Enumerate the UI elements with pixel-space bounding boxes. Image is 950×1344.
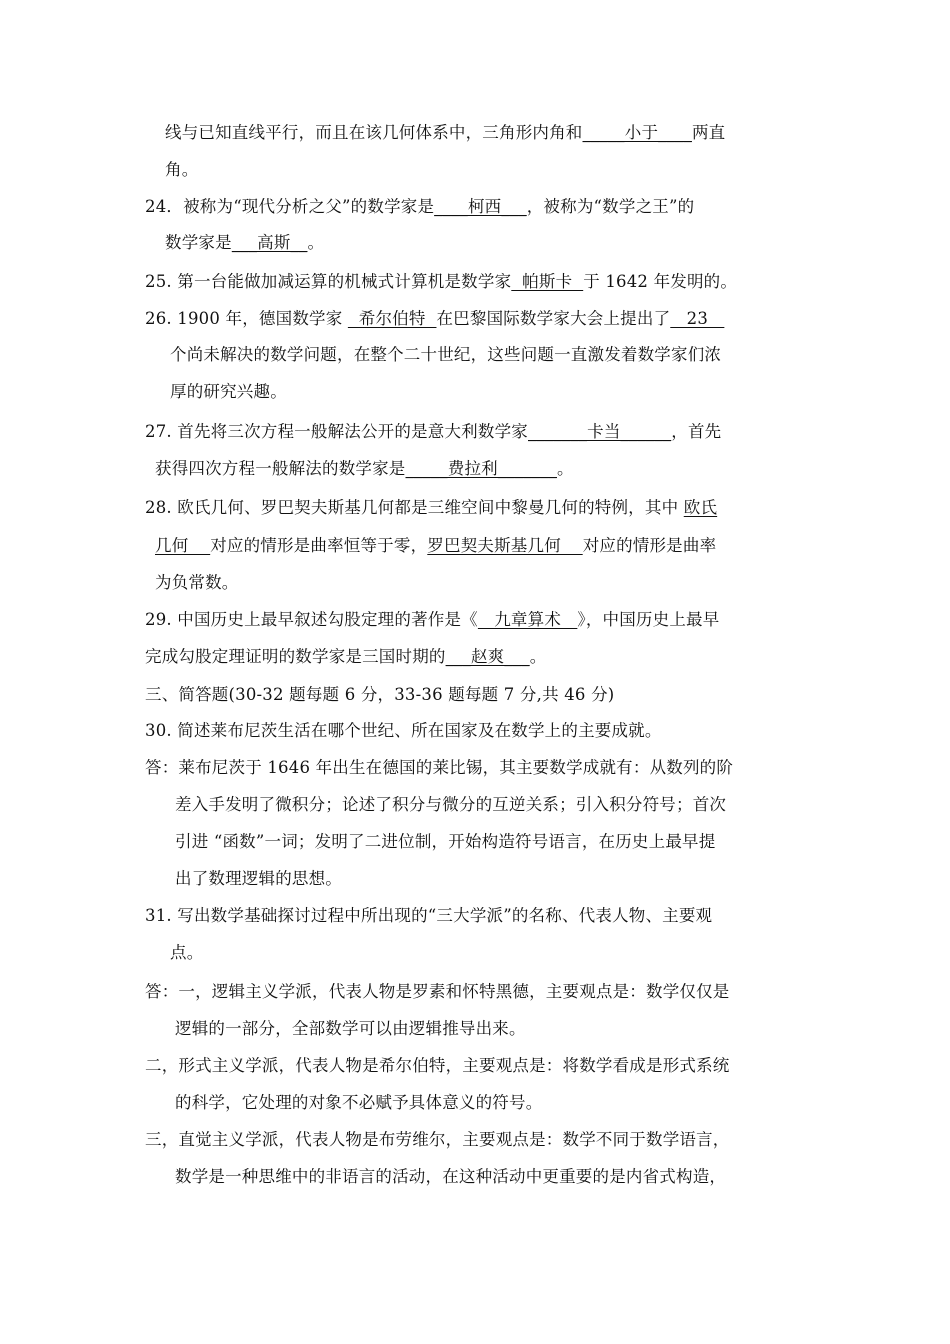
q30-answer-line-3: 引进 “函数”一词；发明了二进位制，开始构造符号语言，在历史上最早提 [175, 832, 716, 851]
q27-text-mid: ，首先 [671, 422, 722, 441]
q29-line-2 [145, 645, 546, 669]
q31-answer-2-line-1: 二，形式主义学派，代表人物是希尔伯特，主要观点是：将数学看成是形式系统 [145, 1056, 730, 1075]
section-heading: 三、简答题(30-32 题每题 6 分，33-36 题每题 7 分,共 46 分) [145, 685, 615, 704]
q27-line-2 [155, 457, 574, 481]
q28-text-mid: 对应的情形是曲率恒等于零， [210, 536, 428, 555]
q29-text-2: 完成勾股定理证明的数学家是三国时期的 [145, 647, 446, 666]
q28-text: 28. 欧氏几何、罗巴契夫斯基几何都是三维空间中黎曼几何的特例，其中 [145, 498, 679, 517]
q27-answer-2: _____费拉利_______ [405, 459, 557, 478]
q24-line-1 [145, 195, 694, 219]
q29-text: 29. 中国历史上最早叙述勾股定理的著作是《 [145, 610, 478, 629]
q24-text-2: 数学家是 [165, 233, 232, 252]
q30-question: 30. 简述莱布尼茨生活在哪个世纪、所在国家及在数学上的主要成就。 [145, 721, 662, 740]
q28-answer-1a: 欧氏 [683, 498, 718, 517]
q24-text-end: 。 [307, 233, 325, 252]
q31-question-line-2: 点。 [170, 943, 204, 962]
q24-answer-1: ____柯西___ [434, 197, 527, 216]
q31-question-line-1: 31. 写出数学基础探讨过程中所出现的“三大学派”的名称、代表人物、主要观 [145, 906, 713, 925]
q24-answer-2: ___高斯__ [231, 233, 308, 252]
q26-answer-2: 23 [670, 309, 725, 328]
q26-text-mid: 在巴黎国际数学家大会上提出了 [436, 309, 671, 328]
q24-line-2 [165, 231, 324, 255]
q25-answer: 帕斯卡 [511, 272, 584, 291]
q30-answer-line-1: 答：莱布尼茨于 1646 年出生在德国的莱比锡，其主要数学成就有：从数列的阶 [145, 758, 734, 777]
q30-answer-line-4: 出了数理逻辑的思想。 [175, 869, 342, 888]
q29-line-1 [145, 608, 719, 632]
q28-line-3: 为负常数。 [155, 573, 239, 592]
q25-line [145, 270, 737, 294]
q26-line-2: 个尚未解决的数学问题，在整个二十世纪，这些问题一直激发着数学家们浓 [170, 345, 722, 364]
q27-text-end: 。 [557, 459, 574, 478]
q28-line-1 [145, 496, 717, 520]
q28-line-2 [155, 534, 716, 558]
q26-answer-1: 希尔伯特 [347, 309, 437, 328]
q23-answer: _____小于____ [582, 123, 692, 142]
q23-text-post: 两直 [691, 123, 726, 142]
q31-answer-2-line-2: 的科学，它处理的对象不必赋予具体意义的符号。 [175, 1093, 543, 1112]
q31-answer-1-line-1: 答：一，逻辑主义学派，代表人物是罗素和怀特黑德，主要观点是：数学仅仅是 [145, 982, 730, 1001]
q28-answer-2: 罗巴契夫斯基几何 [427, 536, 583, 555]
q24-text: 24．被称为“现代分析之父”的数学家是 [145, 197, 435, 216]
q28-text-post: 对应的情形是曲率 [582, 536, 717, 555]
q26-line-1 [145, 307, 724, 331]
q23-text: 线与已知直线平行，而且在该几何体系中，三角形内角和 [165, 123, 583, 142]
q27-answer-1: _______卡当______ [528, 422, 672, 441]
q31-answer-3-line-2: 数学是一种思维中的非语言的活动，在这种活动中更重要的是内省式构造， [175, 1167, 727, 1186]
q27-text: 27. 首先将三次方程一般解法公开的是意大利数学家 [145, 422, 528, 441]
q25-text: 25. 第一台能做加减运算的机械式计算机是数学家 [145, 272, 512, 291]
q27-line-1 [145, 420, 721, 444]
q23-line-1 [165, 121, 725, 145]
q28-answer-1b: 几何 [155, 536, 211, 555]
q26-text: 26. 1900 年，德国数学家 [145, 309, 343, 328]
q29-text-mid: 》，中国历史上最早 [577, 610, 720, 629]
q30-answer-line-2: 差入手发明了微积分；论述了积分与微分的互逆关系；引入积分符号；首次 [175, 795, 727, 814]
q23-line-2: 角。 [165, 160, 199, 179]
q25-text-post: 于 1642 年发明的。 [583, 272, 738, 291]
q26-line-3: 厚的研究兴趣。 [170, 382, 287, 401]
q29-answer-1: 九章算术 [477, 610, 578, 629]
q29-answer-2: ___赵爽___ [445, 647, 530, 666]
q29-text-end: 。 [529, 647, 547, 666]
q31-answer-1-line-2: 逻辑的一部分，全部数学可以由逻辑推导出来。 [175, 1019, 526, 1038]
q24-text-mid: ，被称为“数学之王”的 [526, 197, 695, 216]
q27-text-2: 获得四次方程一般解法的数学家是 [155, 459, 406, 478]
q31-answer-3-line-1: 三，直觉主义学派，代表人物是布劳维尔，主要观点是：数学不同于数学语言， [145, 1130, 730, 1149]
